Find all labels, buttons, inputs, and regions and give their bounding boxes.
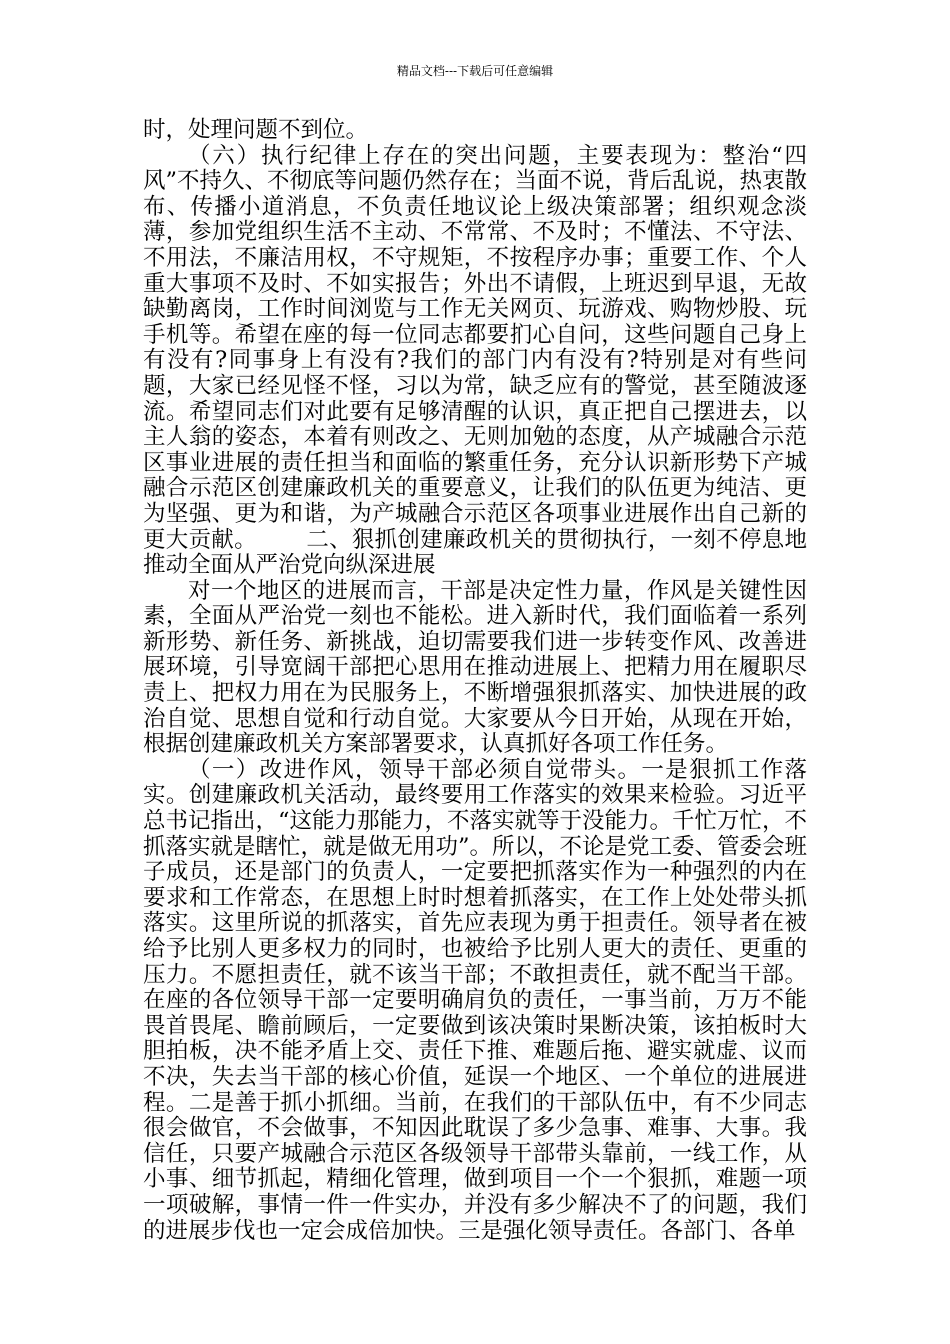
section-heading-two: 二、狠抓创建廉政机关的贯彻执行，一刻不停息地推动全面从严治党向纵深进展 — [143, 526, 807, 579]
page-header: 精品文档---下载后可任意编辑 — [396, 64, 554, 78]
paragraph-continuation: 时，处理问题不到位。 — [143, 117, 369, 143]
paragraph-improve-style: （一）改进作风，领导干部必须自觉带头。一是狠抓工作落实。创建廉政机关活动，最终要用工作落实的效果来检验。习近平总书记指出，“这能力那能力，不落实就等于没能力。千忙万忙，不抓落实就是瞎忙，就是做无用功”。所以，不论是党工委、管委会班子成员，还是部门的负责人，一定要把抓落实作为一种强烈的内在要求和工作常态，在思想上时时想着抓落实，在工作上处处带头抓落实。这里所说的抓落实，首先应表现为勇于担责任。领导者在被给予比别人更多权力的同时，也被给予比别人更大的责任、更重的压力。不愿担责任，就不该当干部；不敢担责任，就不配当干部。在座的各位领导干部一定要明确肩负的责任，一事当前，万万不能畏首畏尾、瞻前顾后，一定要做到该决策时果断决策，该拍板时大胆拍板，决不能矛盾上交、责任下推、难题后拖、避实就虚、议而不决，失去当干部的核心价值，延误一个地区、一个单位的进展进程。二是善于抓小抓细。当前，在我们的干部队伍中，有不少同志很会做官，不会做事，不知因此耽误了多少急事、难事、大事。我信任，只要产城融合示范区各级领导干部带头靠前，一线工作，从小事、细节抓起，精细化管理，做到项目一个一个狠抓，难题一项一项破解，事情一件一件实办，并没有多少解决不了的问题，我们的进展步伐也一定会成倍加快。三是强化领导责任。各部门、各单 — [143, 756, 808, 1244]
paragraph-development: 对一个地区的进展而言，干部是决定性力量，作风是关键性因素，全面从严治党一刻也不能松。进入新时代，我们面临着一系列新形势、新任务、新挑战，迫切需要我们进一步转变作风、改善进展环境，引导宽阔干部把心思用在推动进展上、把精力用在履职尽责上、把权力用在为民服务上，不断增强狠抓落实、加快进展的政治自觉、思想自觉和行动自觉。大家要从今日开始，从现在开始，根据创建廉政机关方案部署要求，认真抓好各项工作任务。 — [143, 577, 807, 758]
paragraph-text: （六）执行纪律上存在的突出问题，主要表现为：整治“四风”不持久、不彻底等问题仍然存在；当面不说，背后乱说，热衷散布、传播小道消息，不负责任地议论上级决策部署；组织观念淡薄，参加党组织生活不主动、不常常、不及时；不懂法、不守法、不用法，不廉洁用权，不守规矩，不按程序办事；重要工作、个人重大事项不及时、不如实报告；外出不请假，上班迟到早退，无故缺勤离岗，工作时间浏览与工作无关网页、玩游戏、购物炒股、玩手机等。希望在座的每一位同志都要扪心自问，这些问题自己身上有没有?同事身上有没有?我们的部门内有没有?特别是对有些问题，大家已经见怪不怪，习以为常，缺乏应有的警觉，甚至随波逐流。希望同志们对此要有足够清醒的认识，真正把自己摆进去，以主人翁的姿态，本着有则改之、无则加勉的态度，从产城融合示范区事业进展的责任担当和面临的繁重任务，充分认识新形势下产城融合示范区创建廉政机关的重要意义，让我们的队伍更为纯洁、更为坚强、更为和谐，为产城融合示范区各项事业进展作出自己新的更大贡献。 — [143, 142, 808, 553]
document-body — [143, 118, 807, 1244]
paragraph-discipline-issues — [143, 144, 807, 579]
